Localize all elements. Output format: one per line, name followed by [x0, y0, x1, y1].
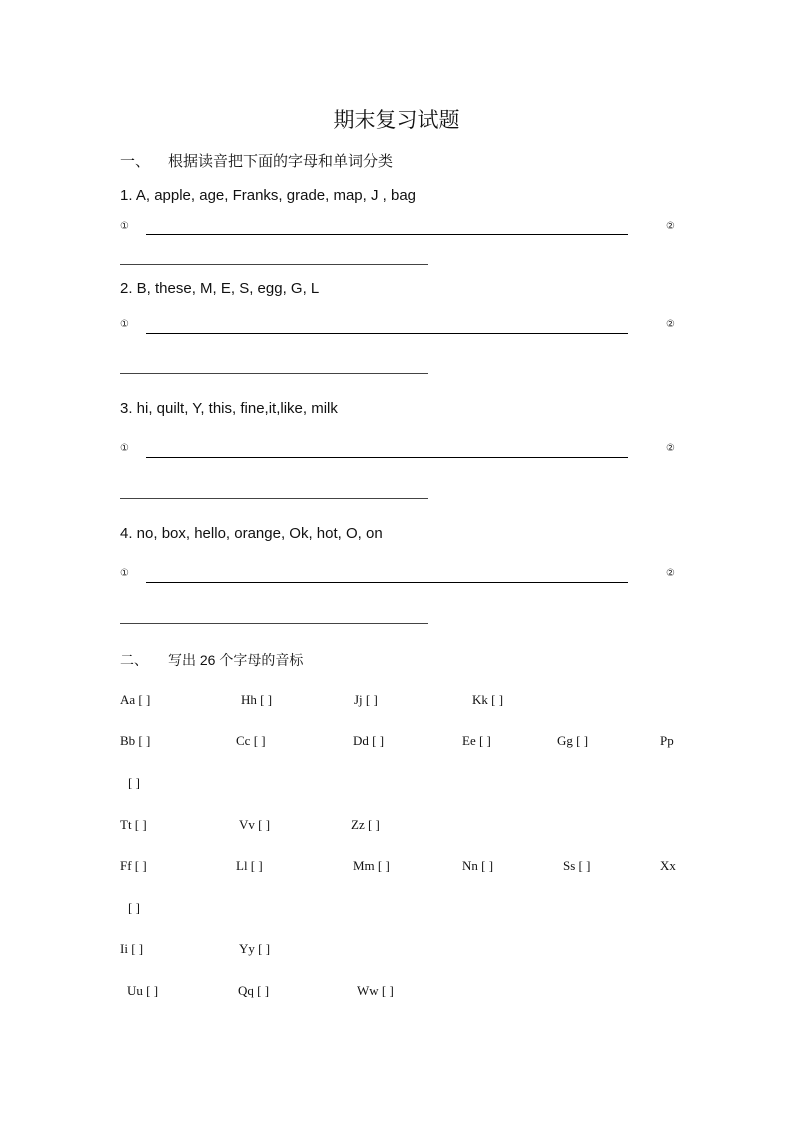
answer-mark-1a: ①: [120, 221, 129, 232]
phonetic-item-ee[interactable]: Ee [ ]: [462, 733, 491, 748]
answer-mark-1b: ②: [666, 221, 675, 232]
phonetic-item-xx[interactable]: Xx: [660, 858, 676, 873]
phonetic-item-hh[interactable]: Hh [ ]: [241, 692, 273, 707]
phonetic-item-cc[interactable]: Cc [ ]: [236, 733, 266, 748]
phonetic-item-vv[interactable]: Vv [ ]: [239, 817, 271, 832]
phonetic-item-qq[interactable]: Qq [ ]: [238, 983, 270, 998]
answer-line-3a[interactable]: [146, 457, 628, 458]
phonetic-item-ww[interactable]: Ww [ ]: [357, 983, 394, 998]
phonetic-item-bb[interactable]: Bb [ ]: [120, 733, 151, 748]
question-1: 1. A, apple, age, Franks, grade, map, J , bag: [120, 187, 417, 204]
answer-line-2a[interactable]: [146, 333, 628, 334]
answer-mark-4a: ①: [120, 568, 129, 579]
phonetic-item-ss[interactable]: Ss [ ]: [563, 858, 591, 873]
answer-line-4a[interactable]: [146, 582, 628, 583]
section-2-number: 二、: [120, 652, 148, 668]
answer-mark-2a: ①: [120, 319, 129, 330]
answer-line-1a[interactable]: [146, 234, 628, 235]
phonetic-item-dd[interactable]: Dd [ ]: [353, 733, 385, 748]
phonetic-item-mm[interactable]: Mm [ ]: [353, 858, 390, 873]
phonetic-item-jj[interactable]: Jj [ ]: [354, 692, 378, 707]
answer-line-4b[interactable]: [120, 623, 428, 624]
phonetic-item-ll[interactable]: Ll [ ]: [236, 858, 263, 873]
section-1-heading: 根据读音把下面的字母和单词分类: [168, 153, 394, 170]
answer-line-2b[interactable]: [120, 373, 428, 374]
phonetic-bracket-pp[interactable]: [ ]: [128, 775, 140, 790]
phonetic-item-kk[interactable]: Kk [ ]: [472, 692, 504, 707]
answer-line-1b[interactable]: [120, 264, 428, 265]
question-4: 4. no, box, hello, orange, Ok, hot, O, on: [120, 525, 383, 542]
answer-mark-4b: ②: [666, 568, 675, 579]
section-2-heading: 写出 26 个字母的音标: [168, 652, 304, 668]
answer-mark-3b: ②: [666, 443, 675, 454]
answer-mark-3a: ①: [120, 443, 129, 454]
phonetic-item-yy[interactable]: Yy [ ]: [239, 941, 271, 956]
answer-line-3b[interactable]: [120, 498, 428, 499]
page-title: 期末复习试题: [333, 109, 460, 132]
phonetic-item-zz[interactable]: Zz [ ]: [351, 817, 380, 832]
phonetic-item-tt[interactable]: Tt [ ]: [120, 817, 147, 832]
phonetic-item-gg[interactable]: Gg [ ]: [557, 733, 589, 748]
phonetic-item-uu[interactable]: Uu [ ]: [127, 983, 159, 998]
phonetic-item-nn[interactable]: Nn [ ]: [462, 858, 494, 873]
question-3: 3. hi, quilt, Y, this, fine,it,like, milk: [120, 400, 338, 417]
phonetic-item-ff[interactable]: Ff [ ]: [120, 858, 147, 873]
phonetic-item-ii[interactable]: Ii [ ]: [120, 941, 144, 956]
question-2: 2. B, these, M, E, S, egg, G, L: [120, 280, 320, 297]
answer-mark-2b: ②: [666, 319, 675, 330]
phonetic-item-pp[interactable]: Pp: [660, 733, 674, 748]
phonetic-bracket-xx[interactable]: [ ]: [128, 900, 140, 915]
phonetic-item-aa[interactable]: Aa [ ]: [120, 692, 151, 707]
section-1-number: 一、: [120, 153, 151, 170]
